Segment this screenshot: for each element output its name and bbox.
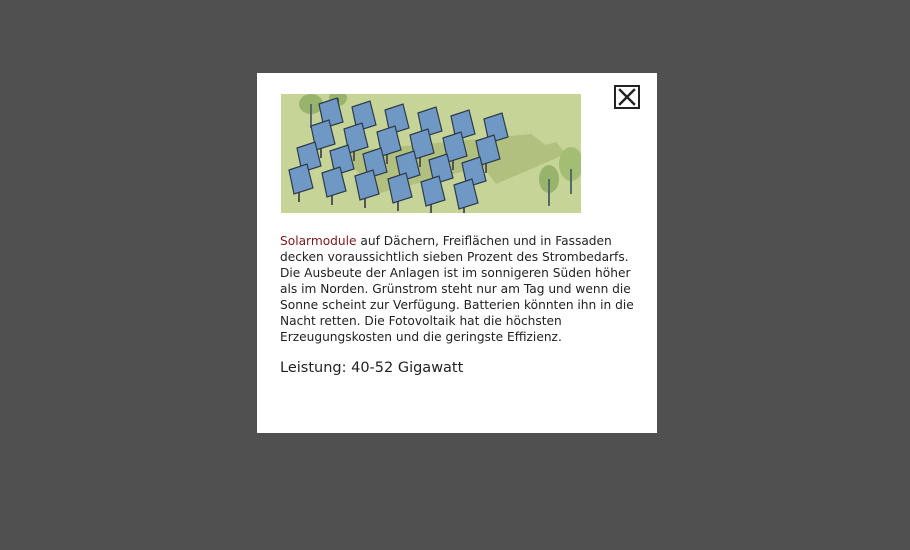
power-output: Leistung: 40-52 Gigawatt — [280, 360, 464, 376]
description-text — [280, 233, 644, 345]
solar-panels-illustration — [281, 94, 581, 213]
description-body: auf Dächern, Freiflächen und in Fassaden decken voraussichtlich sieben Prozent des Strombedarfs. Die Ausbeute der Anlagen ist im sonnigeren Süden höher als im Norden. Grünstrom steht nur am Tag und wenn die Sonne scheint zur Verfügung. Batterien könnten ihn in die Nacht retten. Die Fotovoltaik hat die höchsten Erzeugungskosten und die geringste Effizienz. — [280, 234, 634, 344]
close-button[interactable] — [614, 85, 640, 109]
info-modal — [257, 73, 657, 433]
close-icon — [616, 87, 638, 107]
solarmodule-link[interactable]: Solarmodule — [280, 234, 357, 248]
